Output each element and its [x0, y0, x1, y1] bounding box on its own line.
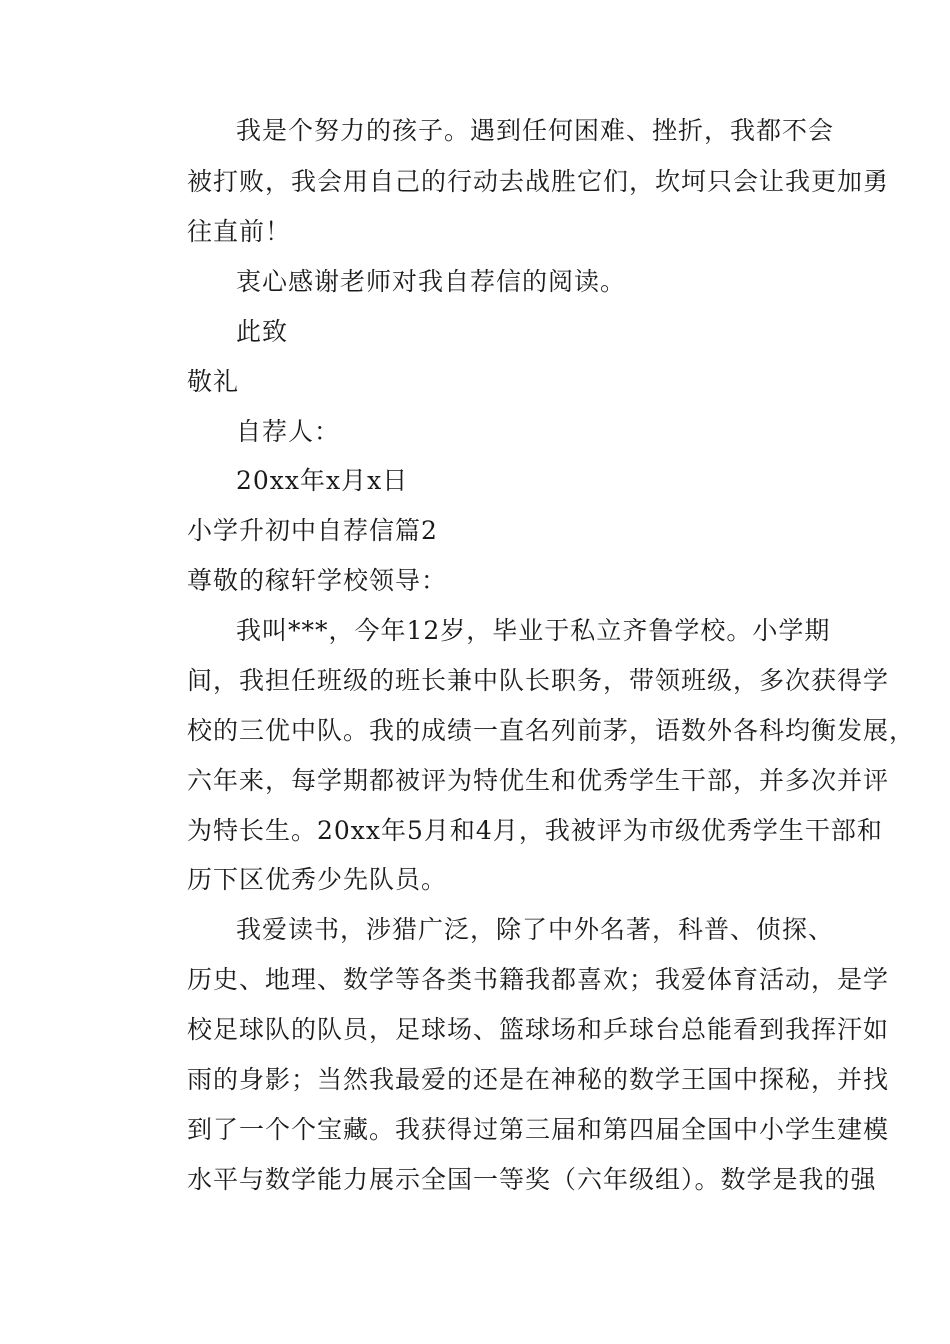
signature-line: 自荐人：: [236, 417, 341, 446]
closing-line: 此致: [236, 317, 289, 346]
paragraph-line: 到了一个个宝藏。我获得过第三届和第四届全国中小学生建模: [187, 1115, 890, 1144]
thanks-line: 衷心感谢老师对我自荐信的阅读。: [236, 267, 627, 296]
paragraph-line: 我是个努力的孩子。遇到任何困难、挫折，我都不会: [236, 116, 835, 145]
paragraph-line: 为特长生。20xx年5月和4月，我被评为市级优秀学生干部和: [187, 816, 883, 845]
paragraph-line: 雨的身影；当然我最爱的还是在神秘的数学王国中探秘，并找: [187, 1065, 890, 1094]
paragraph-line: 间，我担任班级的班长兼中队长职务，带领班级，多次获得学: [187, 666, 890, 695]
paragraph-line: 我叫***，今年12岁，毕业于私立齐鲁学校。小学期: [236, 616, 831, 645]
paragraph-line: 历史、地理、数学等各类书籍我都喜欢；我爱体育活动，是学: [187, 965, 890, 994]
salutation-line: 敬礼: [187, 367, 240, 396]
paragraph-line: 六年来，每学期都被评为特优生和优秀学生干部，并多次并评: [187, 766, 890, 795]
paragraph-line: 往直前！: [187, 217, 292, 246]
greeting-line: 尊敬的稼轩学校领导：: [187, 566, 448, 595]
section-title: 小学升初中自荐信篇2: [187, 516, 438, 545]
paragraph-line: 被打败，我会用自己的行动去战胜它们，坎坷只会让我更加勇: [187, 167, 890, 196]
paragraph-line: 历下区优秀少先队员。: [187, 865, 448, 894]
paragraph-line: 水平与数学能力展示全国一等奖（六年级组）。数学是我的强: [187, 1165, 877, 1194]
date-line: 20xx年x月x日: [236, 466, 409, 495]
paragraph-line: 校的三优中队。我的成绩一直名列前茅，语数外各科均衡发展，: [187, 716, 916, 745]
paragraph-line: 我爱读书，涉猎广泛，除了中外名著，科普、侦探、: [236, 915, 835, 944]
paragraph-line: 校足球队的队员，足球场、篮球场和乒球台总能看到我挥汗如: [187, 1015, 890, 1044]
